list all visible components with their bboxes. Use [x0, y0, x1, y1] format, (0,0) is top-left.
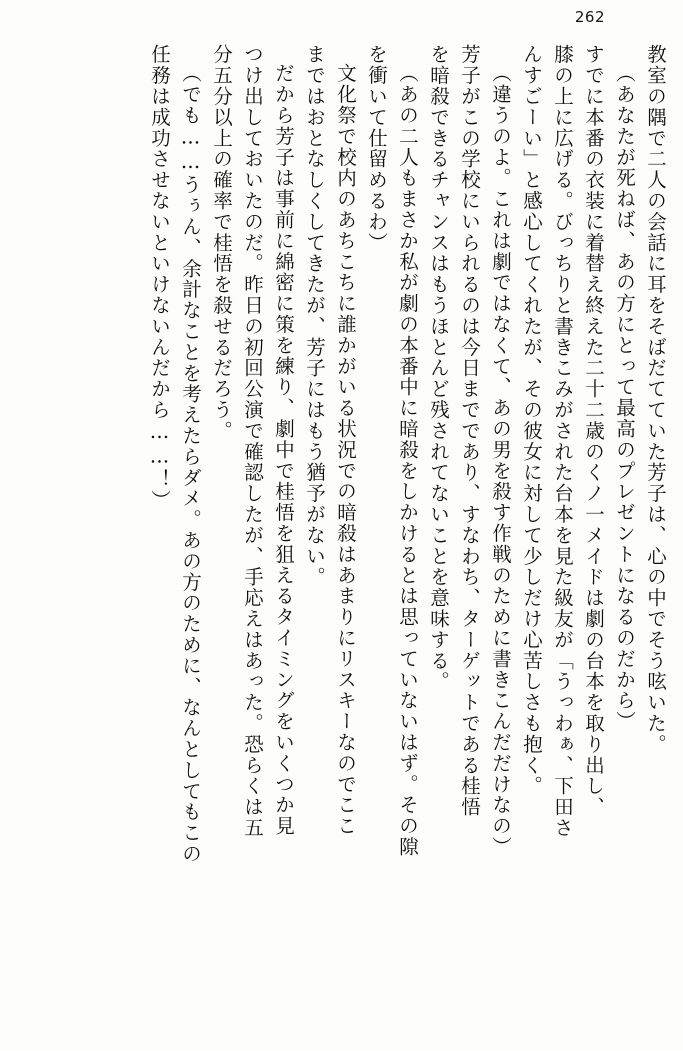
text-line: （あの二人もまさか私が劇の本番中に暗殺をしかけるとは思っていないはず。その隙 — [396, 63, 419, 858]
text-line: （違うのよ。これは劇ではなくて、あの男を殺す作戦のために書きこんだだけなの） — [489, 63, 512, 858]
page-number: 262 — [574, 8, 605, 26]
text-line: すでに本番の衣装に着替え終えた二十二歳のくノ一メイドは劇の台本を取り出し、 — [582, 44, 605, 818]
text-line: 教室の隅で二人の会話に耳をそばだてていた芳子は、心の中でそう呟いた。 — [644, 44, 667, 755]
text-line: （あなたが死ねば、あの方にとって最高のプレゼントになるのだから） — [613, 63, 636, 732]
text-line: つけ出しておいたのだ。昨日の初回公演で確認したが、手応えはあった。恐らくは五 — [241, 44, 264, 839]
text-line: だから芳子は事前に綿密に策を練り、劇中で桂悟を狙えるタイミングをいくつか見 — [272, 63, 295, 837]
text-line: んすごーい」と感心してくれたが、その彼女に対して少しだけ心苦しさも抱く。 — [520, 44, 543, 797]
text-line: まではおとなしくしてきたが、芳子にはもう猶予がない。 — [303, 44, 326, 588]
text-line: を暗殺できるチャンスはもうほとんど残されてないことを意味する。 — [427, 44, 450, 692]
text-line: （でも……うぅん、余計なことを考えたらダメ。あの方のために、なんとしてもこの — [179, 63, 202, 865]
vertical-text-body — [22, 44, 665, 1032]
text-line: 分五分以上の確率で桂悟を殺せるだろう。 — [210, 44, 233, 442]
text-line: を衝いて仕留めるわ） — [365, 44, 388, 253]
text-line: 膝の上に広げる。びっちりと書きこみがされた台本を見た級友が「うっわぁ、下田さ — [551, 44, 574, 839]
text-line: 芳子がこの学校にいられるのは今日までであり、すなわち、ターゲットである桂悟 — [458, 44, 481, 818]
text-line: 文化祭で校内のあちこちに誰かがいる状況での暗殺はあまりにリスキーなのでここ — [334, 63, 357, 837]
text-line: 任務は成功させないといけないんだから……！） — [148, 44, 171, 511]
